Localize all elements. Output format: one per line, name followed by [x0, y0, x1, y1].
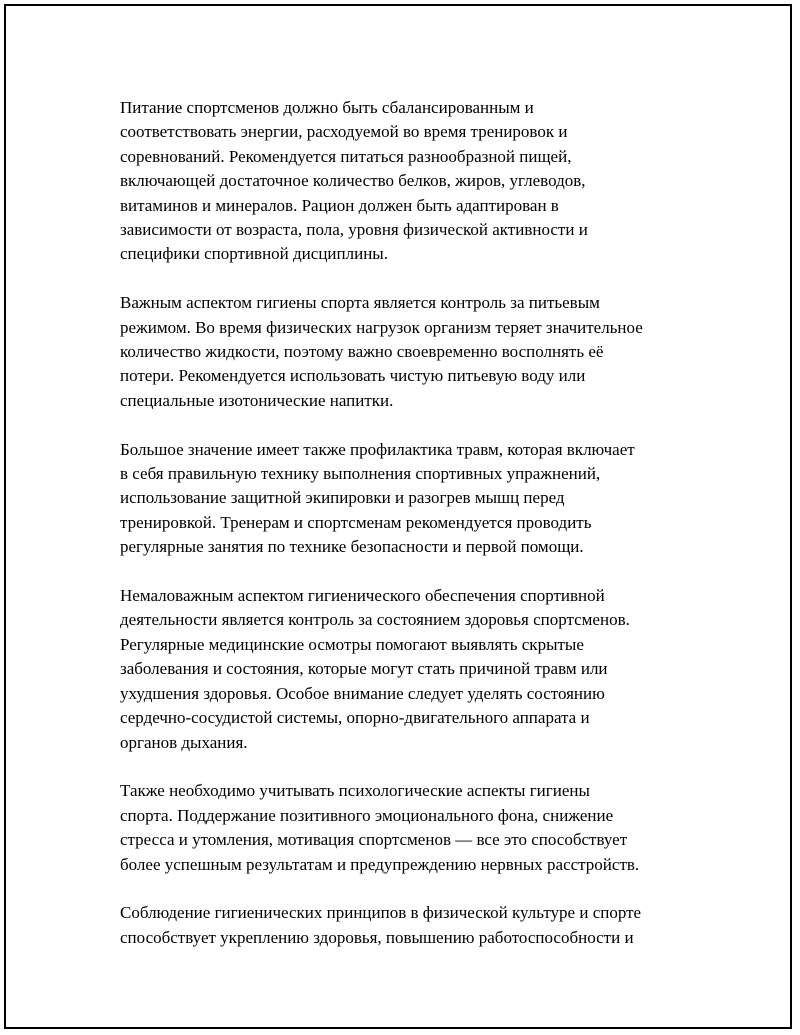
- text-line: специфики спортивной дисциплины.: [120, 244, 388, 264]
- text-line: потери. Рекомендуется использовать чистую питьевую воду или: [120, 366, 586, 386]
- text-line: витаминов и минералов. Рацион должен быть адаптирован в: [120, 195, 559, 215]
- text-line: Соблюдение гигиенических принципов в физической культуре и спорте: [120, 903, 642, 923]
- paragraph: [120, 779, 740, 877]
- text-line: деятельности является контроль за состоянием здоровья спортсменов.: [120, 610, 630, 630]
- paragraph: [120, 901, 740, 950]
- text-line: соответствовать энергии, расходуемой во время тренировок и: [120, 122, 568, 142]
- text-line: органов дыхания.: [120, 732, 248, 752]
- text-line: количество жидкости, поэтому важно своевременно восполнять её: [120, 342, 604, 362]
- text-line: стресса и утомления, мотивация спортсменов — все это способствует: [120, 830, 628, 850]
- document-body: [120, 96, 740, 975]
- text-line: способствует укреплению здоровья, повышению работоспособности и: [120, 927, 634, 947]
- paragraph: [120, 438, 740, 560]
- text-line: ухудшения здоровья. Особое внимание следует уделять состоянию: [120, 683, 605, 703]
- text-line: регулярные занятия по технике безопасности и первой помощи.: [120, 537, 584, 557]
- document-page: [4, 4, 792, 1029]
- paragraph: [120, 584, 740, 755]
- text-line: в себя правильную технику выполнения спортивных упражнений,: [120, 464, 601, 484]
- text-line: зависимости от возраста, пола, уровня физической активности и: [120, 220, 588, 240]
- paragraph: [120, 96, 740, 267]
- text-line: Регулярные медицинские осмотры помогают выявлять скрытые: [120, 634, 584, 654]
- text-line: заболевания и состояния, которые могут стать причиной травм или: [120, 659, 608, 679]
- text-line: сердечно-сосудистой системы, опорно-двигательного аппарата и: [120, 708, 590, 728]
- text-line: включающей достаточное количество белков, жиров, углеводов,: [120, 171, 586, 191]
- text-line: специальные изотонические напитки.: [120, 390, 394, 410]
- text-line: спорта. Поддержание позитивного эмоционального фона, снижение: [120, 805, 614, 825]
- text-line: Питание спортсменов должно быть сбалансированным и: [120, 98, 534, 117]
- text-line: тренировкой. Тренерам и спортсменам рекомендуется проводить: [120, 512, 592, 532]
- text-line: соревнований. Рекомендуется питаться разнообразной пищей,: [120, 146, 572, 166]
- text-line: Важным аспектом гигиены спорта является контроль за питьевым: [120, 293, 600, 313]
- text-line: Большое значение имеет также профилактика травм, которая включает: [120, 439, 635, 459]
- text-line: Также необходимо учитывать психологические аспекты гигиены: [120, 781, 590, 801]
- text-line: режимом. Во время физических нагрузок организм теряет значительное: [120, 317, 643, 337]
- paragraph: [120, 291, 740, 413]
- text-line: Немаловажным аспектом гигиенического обеспечения спортивной: [120, 586, 605, 606]
- text-line: более успешным результатам и предупреждению нервных расстройств.: [120, 854, 640, 874]
- text-line: использование защитной экипировки и разогрев мышц перед: [120, 488, 565, 508]
